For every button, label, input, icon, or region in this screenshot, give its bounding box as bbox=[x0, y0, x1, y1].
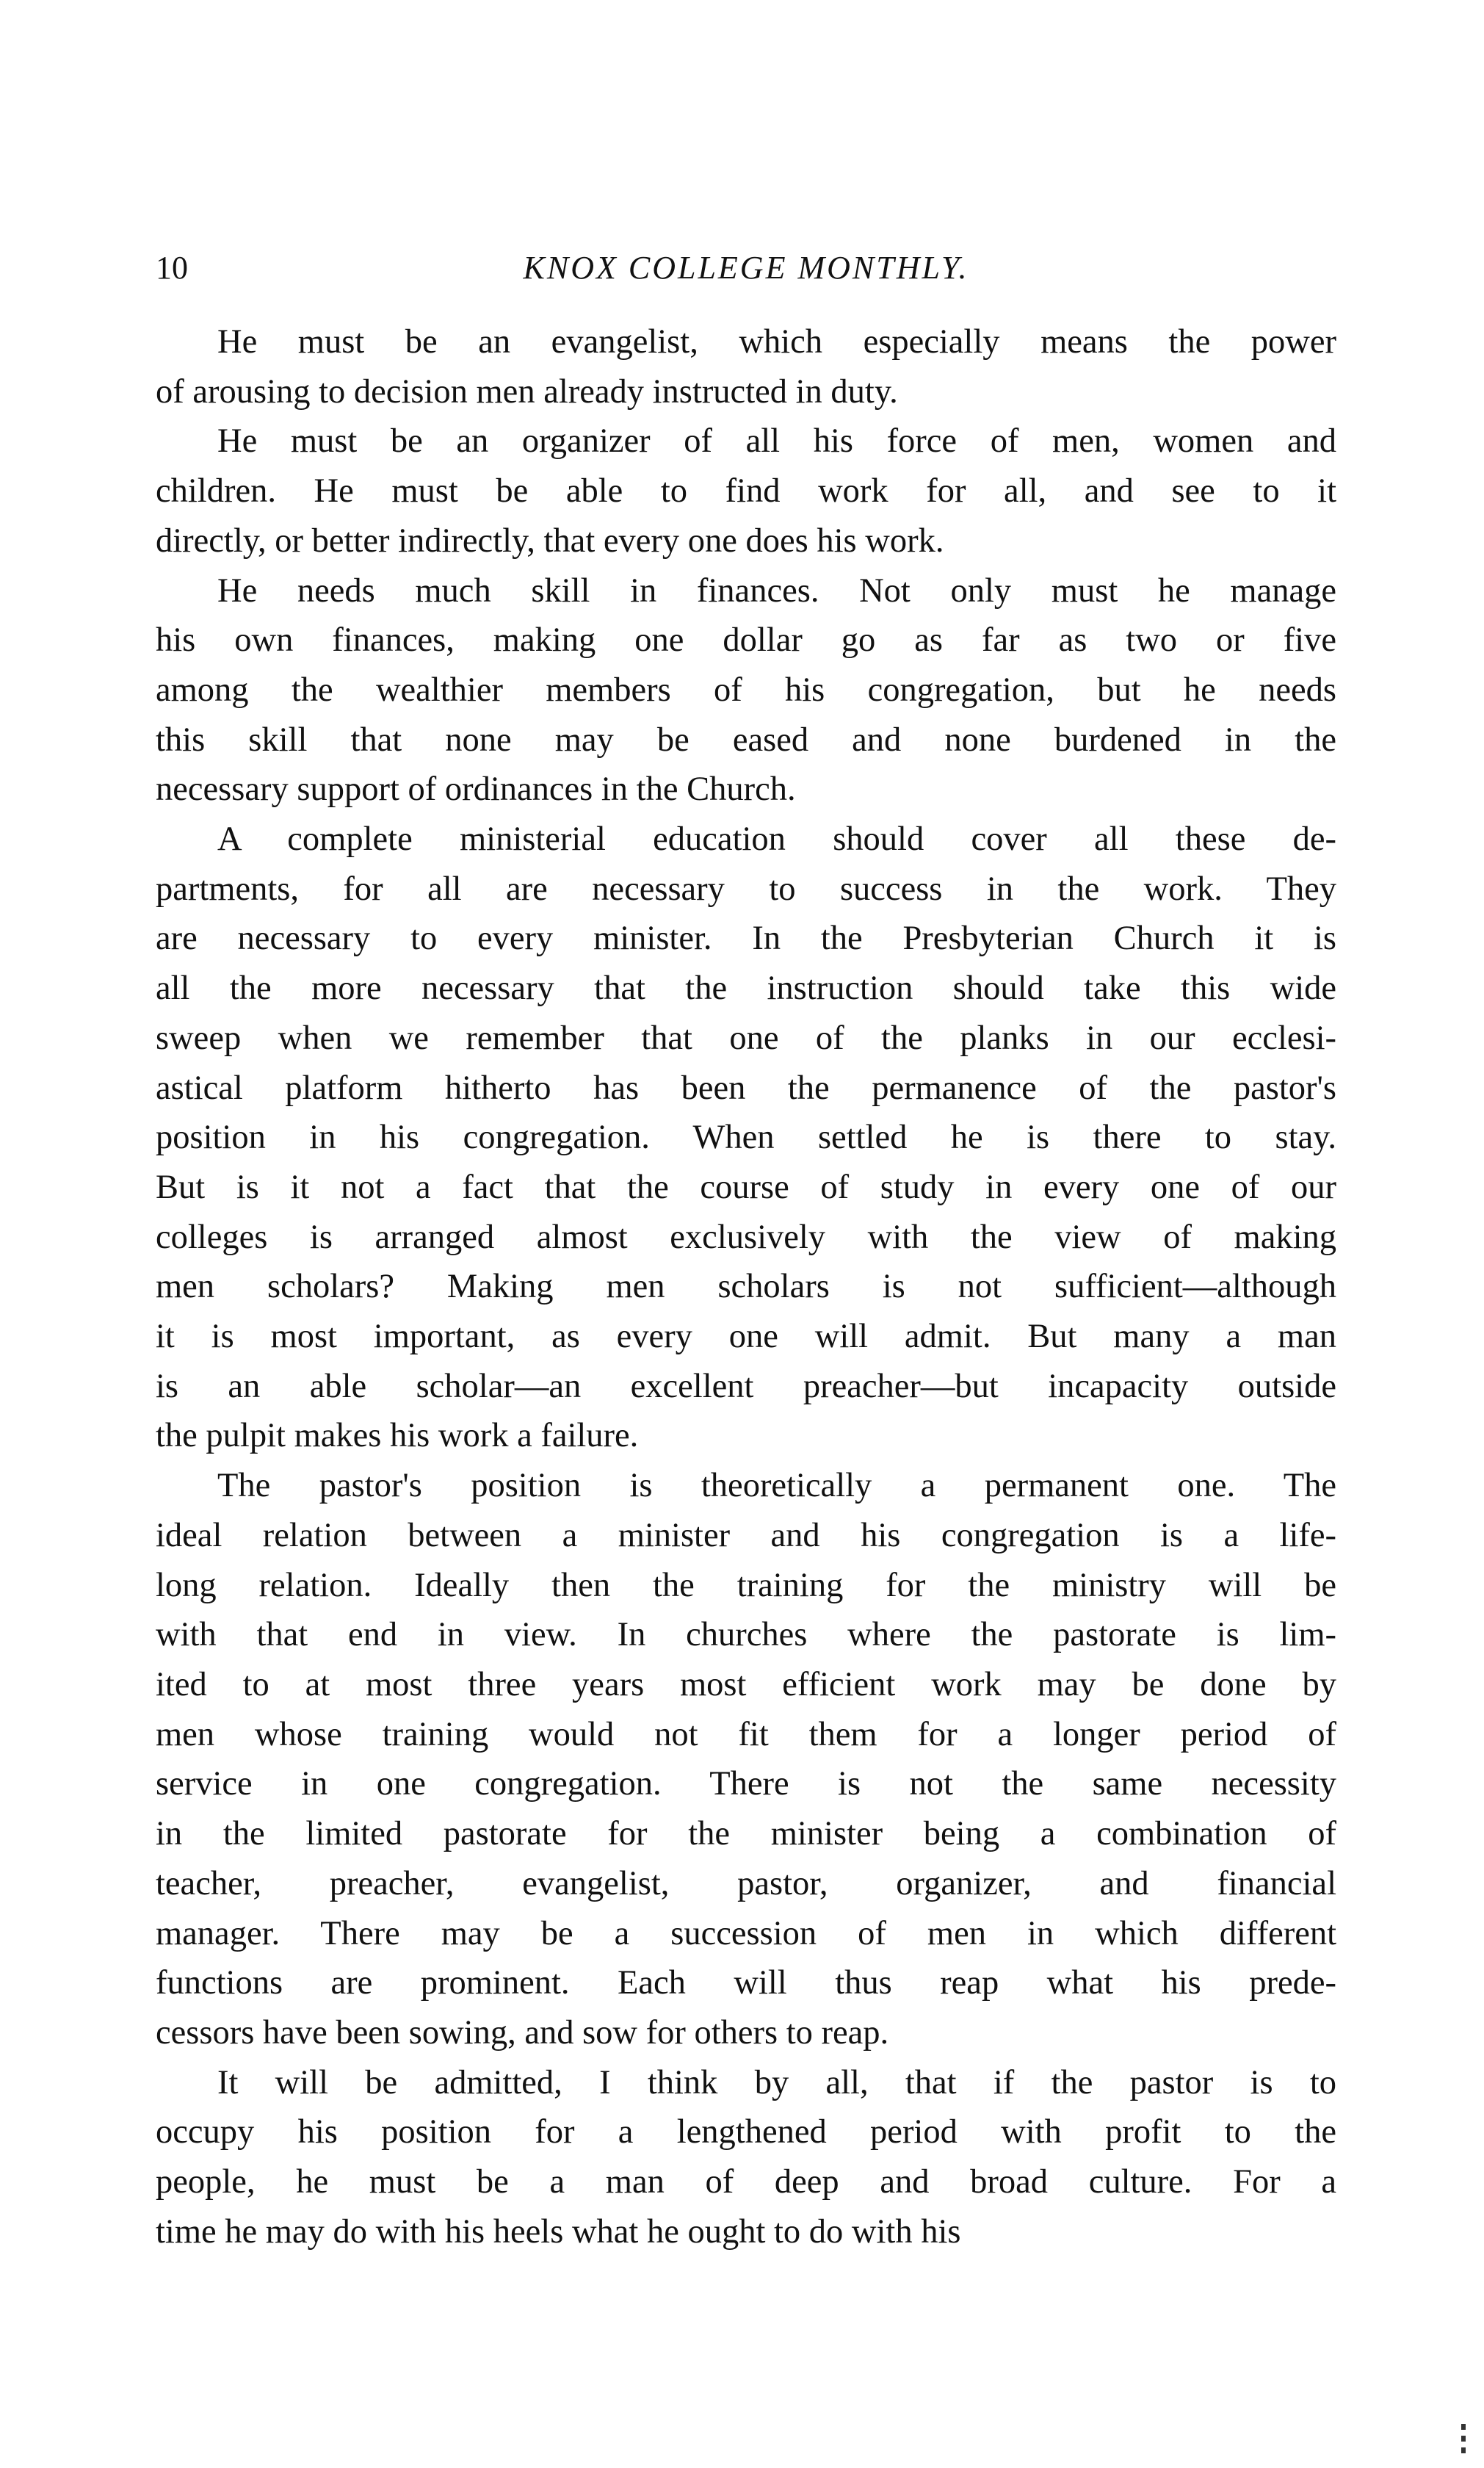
line-text: teacher, preacher, evangelist, pastor, organizer, and financial bbox=[156, 1864, 1336, 1902]
text-line bbox=[156, 1561, 1336, 1611]
line-text: time he may do with his heels what he ought to do with his bbox=[156, 2212, 961, 2251]
line-text: men scholars? Making men scholars is not sufficient—although bbox=[156, 1268, 1336, 1306]
line-text: ited to at most three years most efficient work may be done by bbox=[156, 1665, 1336, 1703]
line-text: partments, for all are necessary to success in the work. They bbox=[156, 870, 1336, 908]
line-text: functions are prominent. Each will thus reap what his prede- bbox=[156, 1964, 1336, 2002]
scan-artifact-mark bbox=[1461, 2424, 1466, 2453]
line-text: He needs much skill in finances. Not only must he manage bbox=[217, 571, 1336, 610]
line-text: necessary support of ordinances in the Church. bbox=[156, 771, 796, 809]
line-text: this skill that none may be eased and none burdened in the bbox=[156, 721, 1336, 759]
line-text: people, he must be a man of deep and broad culture. For a bbox=[156, 2163, 1336, 2201]
line-text: of arousing to decision men already instructed in duty. bbox=[156, 372, 898, 411]
text-line bbox=[156, 665, 1336, 715]
line-text: manager. There may be a succession of men in which different bbox=[156, 1914, 1336, 1952]
line-text: occupy his position for a lengthened period with profit to the bbox=[156, 2113, 1336, 2151]
line-text: are necessary to every minister. In the Presbyterian Church it is bbox=[156, 920, 1336, 958]
line-text: The pastor's position is theoretically a permanent one. The bbox=[217, 1467, 1336, 1505]
paragraph bbox=[156, 317, 1336, 416]
paragraph bbox=[156, 2058, 1336, 2257]
text-line bbox=[156, 1213, 1336, 1263]
text-line bbox=[156, 1163, 1336, 1213]
line-text: cessors have been sowing, and sow for others to reap. bbox=[156, 2013, 889, 2052]
text-line bbox=[156, 616, 1336, 665]
text-line bbox=[156, 1014, 1336, 1064]
text-line bbox=[156, 1610, 1336, 1660]
text-line bbox=[156, 1909, 1336, 1959]
line-text: ideal relation between a minister and his congregation is a life- bbox=[156, 1516, 1336, 1554]
line-text: is an able scholar—an excellent preacher—but incapacity outside bbox=[156, 1367, 1336, 1405]
text-line bbox=[156, 765, 1336, 815]
paragraph bbox=[156, 416, 1336, 566]
line-text: But is it not a fact that the course of study in every one of our bbox=[156, 1168, 1336, 1206]
text-line bbox=[156, 964, 1336, 1014]
text-line bbox=[156, 2157, 1336, 2207]
line-text: all the more necessary that the instruction should take this wide bbox=[156, 970, 1336, 1008]
line-text: He must be an organizer of all his force of men, women and bbox=[217, 422, 1336, 461]
line-text: with that end in view. In churches where the pastorate is lim- bbox=[156, 1616, 1336, 1654]
text-line bbox=[156, 2008, 1336, 2058]
text-line bbox=[156, 1064, 1336, 1114]
running-title: KNOX COLLEGE MONTHLY. bbox=[523, 250, 969, 286]
text-line bbox=[156, 2207, 1336, 2257]
text-line bbox=[156, 1859, 1336, 1909]
line-text: colleges is arranged almost exclusively with the view of making bbox=[156, 1218, 1336, 1256]
text-line bbox=[156, 1759, 1336, 1809]
line-text: long relation. Ideally then the training for the ministry will be bbox=[156, 1566, 1336, 1604]
text-line bbox=[156, 1113, 1336, 1163]
page-number: 10 bbox=[156, 250, 188, 286]
line-text: his own finances, making one dollar go as far as two or five bbox=[156, 621, 1336, 660]
page-header bbox=[156, 242, 1336, 294]
line-text: He must be an evangelist, which especially means the power bbox=[217, 323, 1336, 361]
text-line bbox=[156, 1411, 1336, 1461]
line-text: directly, or better indirectly, that every one does his work. bbox=[156, 522, 944, 560]
line-text: It will be admitted, I think by all, that if the pastor is to bbox=[217, 2063, 1336, 2101]
text-line bbox=[156, 317, 1336, 367]
text-line bbox=[156, 914, 1336, 964]
text-line bbox=[156, 1958, 1336, 2008]
text-line bbox=[156, 865, 1336, 914]
text-line bbox=[156, 1362, 1336, 1412]
text-line bbox=[156, 516, 1336, 566]
text-line bbox=[156, 1511, 1336, 1561]
text-line bbox=[156, 2058, 1336, 2108]
text-line bbox=[156, 715, 1336, 765]
text-line bbox=[156, 1710, 1336, 1760]
line-text: position in his congregation. When settled he is there to stay. bbox=[156, 1119, 1336, 1157]
line-text: A complete ministerial education should cover all these de- bbox=[217, 820, 1336, 859]
line-text: men whose training would not fit them for a longer period of bbox=[156, 1715, 1336, 1753]
line-text: in the limited pastorate for the minister being a combination of bbox=[156, 1815, 1336, 1853]
paragraph bbox=[156, 815, 1336, 1461]
line-text: children. He must be able to find work for all, and see to it bbox=[156, 472, 1336, 510]
line-text: service in one congregation. There is not the same necessity bbox=[156, 1765, 1336, 1803]
text-line bbox=[156, 416, 1336, 466]
text-line bbox=[156, 1312, 1336, 1362]
text-line bbox=[156, 1262, 1336, 1312]
paragraph bbox=[156, 1461, 1336, 2057]
text-line bbox=[156, 1809, 1336, 1859]
text-line bbox=[156, 1660, 1336, 1710]
line-text: the pulpit makes his work a failure. bbox=[156, 1417, 639, 1455]
text-line bbox=[156, 367, 1336, 417]
line-text: sweep when we remember that one of the planks in our ecclesi- bbox=[156, 1019, 1336, 1057]
line-text: it is most important, as every one will admit. But many a man bbox=[156, 1318, 1336, 1356]
text-line bbox=[156, 1461, 1336, 1511]
body-text bbox=[156, 317, 1336, 2256]
text-line bbox=[156, 2107, 1336, 2157]
line-text: astical platform hitherto has been the permanence of the pastor's bbox=[156, 1069, 1336, 1107]
text-line bbox=[156, 815, 1336, 865]
text-line bbox=[156, 566, 1336, 616]
line-text: among the wealthier members of his congregation, but he needs bbox=[156, 671, 1336, 709]
text-line bbox=[156, 466, 1336, 516]
paragraph bbox=[156, 566, 1336, 815]
